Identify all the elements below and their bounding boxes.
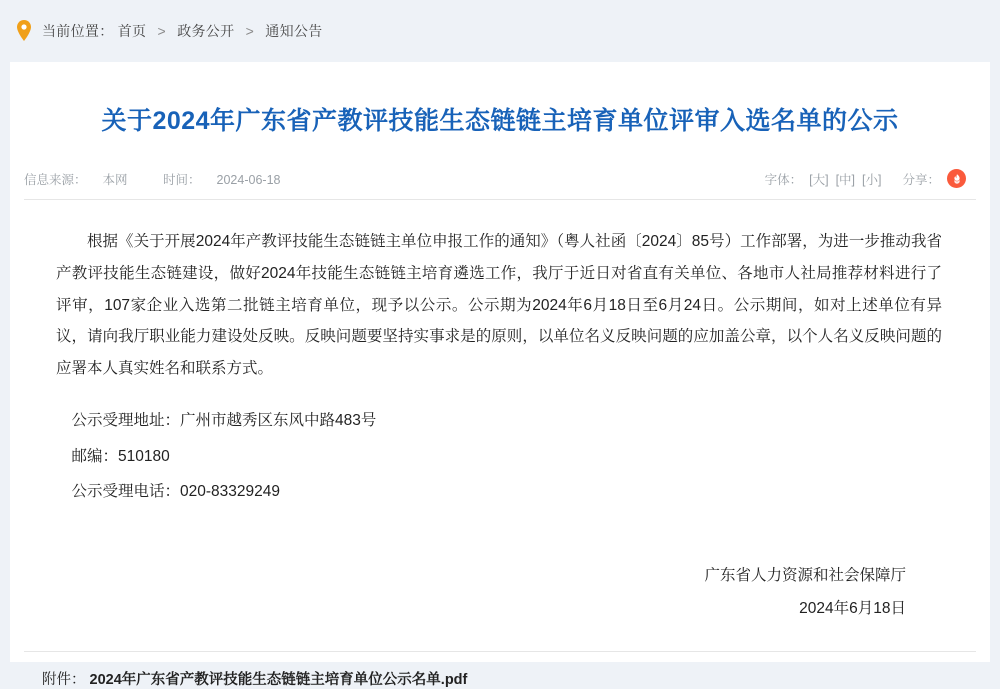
time-value: 2024-06-18 [216, 172, 281, 187]
page-title: 关于2024年广东省产教评技能生态链链主培育单位评审入选名单的公示 [101, 107, 899, 135]
breadcrumb-separator: > [157, 23, 166, 39]
attachment-row [10, 652, 990, 689]
location-pin-icon [14, 19, 34, 43]
fontsize-label: 字体： [764, 172, 803, 187]
time-info [163, 173, 296, 187]
signature-organization: 广东省人力资源和社会保障厅 [704, 567, 906, 585]
contact-phone: 公示受理电话：020-83329249 [71, 483, 280, 501]
font-size-large-button[interactable]: [大] [809, 172, 829, 187]
document-body [10, 200, 990, 625]
contact-address: 公示受理地址：广州市越秀区东风中路483号 [71, 411, 377, 429]
signature-block [56, 560, 942, 625]
share-label: 分享： [902, 172, 940, 187]
breadcrumb-label: 当前位置： [42, 23, 114, 39]
breadcrumb-item-home[interactable]: 首页 [117, 23, 147, 39]
meta-right [765, 169, 966, 188]
source-value: 本网 [102, 172, 128, 187]
breadcrumb-text [42, 21, 323, 41]
document-meta [10, 169, 990, 188]
share-icon[interactable] [947, 169, 966, 188]
font-size-medium-button[interactable]: [中] [835, 172, 856, 187]
breadcrumb-separator: > [245, 23, 255, 39]
contact-postcode: 邮编：510180 [71, 447, 170, 465]
attachment-link[interactable]: 2024年广东省产教评技能生态链链主培育单位公示名单.pdf [89, 672, 468, 689]
source-info [24, 173, 144, 187]
breadcrumb-item-government-affairs[interactable]: 政务公开 [177, 23, 235, 39]
breadcrumb [0, 0, 1000, 62]
breadcrumb-item-notice[interactable]: 通知公告 [265, 23, 323, 39]
font-size-small-button[interactable]: [小] [862, 172, 882, 187]
source-label: 信息来源： [24, 172, 87, 187]
attachment-label: 附件： [42, 672, 86, 689]
signature-date: 2024年6月18日 [799, 599, 906, 617]
body-paragraph-1: 根据《关于开展2024年产教评技能生态链链主单位申报工作的通知》（粤人社函〔2024〕85号）工作部署，为进一步推动我省产教评技能生态链建设，做好2024年技能生态链链主培育遴选工作，我厅于近日对省直有关单位、各地市人社局推荐材料进行了评审，107家企业入选第二批链主培育单位，现予以公示。公示期为2024年6月18日至6月24日。公示期间，如对上述单位有异议，请向我厅职业能力建设处反映。反映问题要坚持实事求是的原则，以单位名义反映问题的应加盖公章，以个人名义反映问题的应署本人真实姓名和联系方式。 [56, 233, 942, 378]
time-label: 时间： [163, 172, 201, 187]
meta-left [24, 170, 312, 188]
document-card [10, 62, 990, 689]
